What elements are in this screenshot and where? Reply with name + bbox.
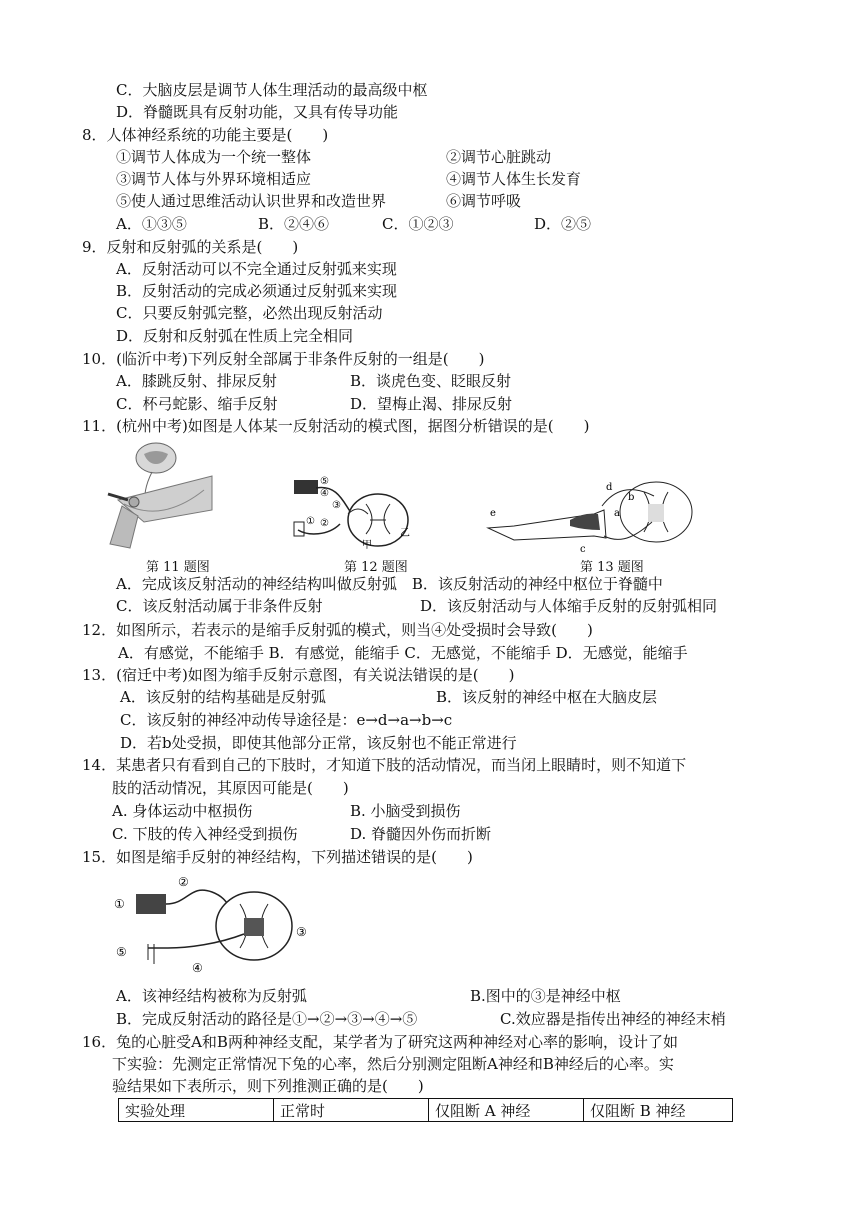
text-line: B.图中的③是神经中枢 — [470, 987, 621, 1005]
text-line: D．望梅止渴、排尿反射 — [350, 395, 513, 413]
fig15-label-5: ⑤ — [116, 945, 127, 959]
fig13-label-b: b — [628, 492, 635, 503]
fig13-label-a: a — [614, 508, 620, 519]
table-header-cell: 实验处理 — [119, 1099, 274, 1122]
text-line: C．大脑皮层是调节人体生理活动的最高级中枢 — [116, 81, 428, 99]
text-line: 8．人体神经系统的功能主要是( ) — [82, 126, 329, 144]
figure-13-caption: 第 13 题图 — [580, 560, 644, 575]
text-line: B．完成反射活动的路径是①→②→③→④→⑤ — [116, 1010, 418, 1028]
text-line: A．①③⑤ — [116, 215, 187, 233]
text-line: ⑤使人通过思维活动认识世界和改造世界 — [116, 192, 387, 210]
text-line: ③调节人体与外界环境相适应 — [116, 170, 312, 188]
text-line: ①调节人体成为一个统一整体 — [116, 148, 312, 166]
fig15-label-4: ④ — [192, 961, 203, 975]
text-line: D．若b处受损，即使其他部分正常，该反射也不能正常进行 — [120, 734, 517, 752]
text-line: A．该神经结构被称为反射弧 — [116, 987, 307, 1005]
text-line: 12．如图所示，若表示的是缩手反射弧的模式，则当④处受损时会导致( ) — [82, 621, 593, 639]
text-line: 16．兔的心脏受A和B两种神经支配，某学者为了研究这两种神经对心率的影响，设计了如 — [82, 1033, 678, 1051]
text-line: B．反射活动的完成必须通过反射弧来实现 — [116, 282, 398, 300]
text-line: D．②⑤ — [534, 215, 592, 233]
figure-15 — [108, 874, 318, 976]
fig12-label-4: ④ — [320, 488, 329, 499]
text-line: C.效应器是指传出神经的神经末梢 — [500, 1010, 726, 1028]
table-header-cell: 仅阻断 A 神经 — [429, 1099, 584, 1122]
table-row — [119, 1099, 733, 1122]
text-line: 9．反射和反射弧的关系是( ) — [82, 238, 299, 256]
text-line: A. 身体运动中枢损伤 — [112, 802, 253, 820]
text-line: 15．如图是缩手反射的神经结构，下列描述错误的是( ) — [82, 848, 473, 866]
text-line: C．杯弓蛇影、缩手反射 — [116, 395, 278, 413]
text-line: A．膝跳反射、排尿反射 — [116, 372, 277, 390]
text-line: ⑥调节呼吸 — [446, 192, 522, 210]
table-header-cell: 正常时 — [274, 1099, 429, 1122]
text-line: ②调节心脏跳动 — [446, 148, 552, 166]
figure-11 — [104, 440, 216, 550]
experiment-table — [118, 1098, 733, 1122]
figure-12 — [288, 474, 418, 554]
text-line: D．反射和反射弧在性质上完全相同 — [116, 327, 354, 345]
text-line: A．反射活动可以不完全通过反射弧来实现 — [116, 260, 397, 278]
text-line: C．该反射的神经冲动传导途径是：e→d→a→b→c — [120, 711, 453, 729]
text-line: A．有感觉，不能缩手 B．有感觉，能缩手 C．无感觉，不能缩手 D．无感觉，能缩手 — [118, 644, 688, 662]
text-line: D．该反射活动与人体缩手反射的反射弧相同 — [420, 597, 718, 615]
text-line: A．完成该反射活动的神经结构叫做反射弧 B．该反射活动的神经中枢位于脊髓中 — [116, 575, 663, 593]
text-line: C．只要反射弧完整，必然出现反射活动 — [116, 304, 383, 322]
fig12-label-jia: 甲 — [362, 540, 372, 551]
fig12-label-2: ② — [320, 518, 329, 529]
text-line: B. 小脑受到损伤 — [350, 802, 461, 820]
fig12-label-3: ③ — [332, 500, 341, 511]
text-line: 10．(临沂中考)下列反射全部属于非条件反射的一组是( ) — [82, 350, 485, 368]
fig13-label-e: e — [490, 508, 496, 519]
fig13-label-d: d — [606, 482, 613, 493]
text-line: B．②④⑥ — [258, 215, 330, 233]
fig15-label-1: ① — [114, 897, 125, 911]
text-line: B．该反射的神经中枢在大脑皮层 — [436, 688, 658, 706]
text-line: 下实验：先测定正常情况下兔的心率，然后分别测定阻断A神经和B神经后的心率。实 — [112, 1055, 674, 1073]
text-line: D. 脊髓因外伤而折断 — [350, 825, 492, 843]
text-line: 13．(宿迁中考)如图为缩手反射示意图，有关说法错误的是( ) — [82, 666, 515, 684]
figure-13 — [484, 476, 704, 556]
figure-11-caption: 第 11 题图 — [146, 560, 210, 575]
text-line: 肢的活动情况，其原因可能是( ) — [112, 779, 349, 797]
text-line: 验结果如下表所示，则下列推测正确的是( ) — [112, 1077, 424, 1095]
text-line: A．该反射的结构基础是反射弧 — [120, 688, 326, 706]
text-line: 11．(杭州中考)如图是人体某一反射活动的模式图，据图分析错误的是( ) — [82, 417, 590, 435]
text-line: ④调节人体生长发育 — [446, 170, 582, 188]
text-line: C. 下肢的传入神经受到损伤 — [112, 825, 298, 843]
text-line: B．谈虎色变、眨眼反射 — [350, 372, 512, 390]
fig12-label-5: ⑤ — [320, 476, 329, 487]
text-line: 14．某患者只有看到自己的下肢时，才知道下肢的活动情况，而当闭上眼睛时，则不知道下 — [82, 756, 687, 774]
fig12-label-yi: 乙 — [400, 528, 410, 539]
text-line: C．该反射活动属于非条件反射 — [116, 597, 323, 615]
fig15-label-3: ③ — [296, 925, 307, 939]
figure-12-caption: 第 12 题图 — [344, 560, 408, 575]
fig15-label-2: ② — [178, 875, 189, 889]
text-line: D．脊髓既具有反射功能，又具有传导功能 — [116, 103, 399, 121]
fig13-label-c: c — [580, 544, 586, 555]
text-line: C．①②③ — [382, 215, 454, 233]
table-header-cell: 仅阻断 B 神经 — [584, 1099, 733, 1122]
fig12-label-1: ① — [306, 516, 315, 527]
